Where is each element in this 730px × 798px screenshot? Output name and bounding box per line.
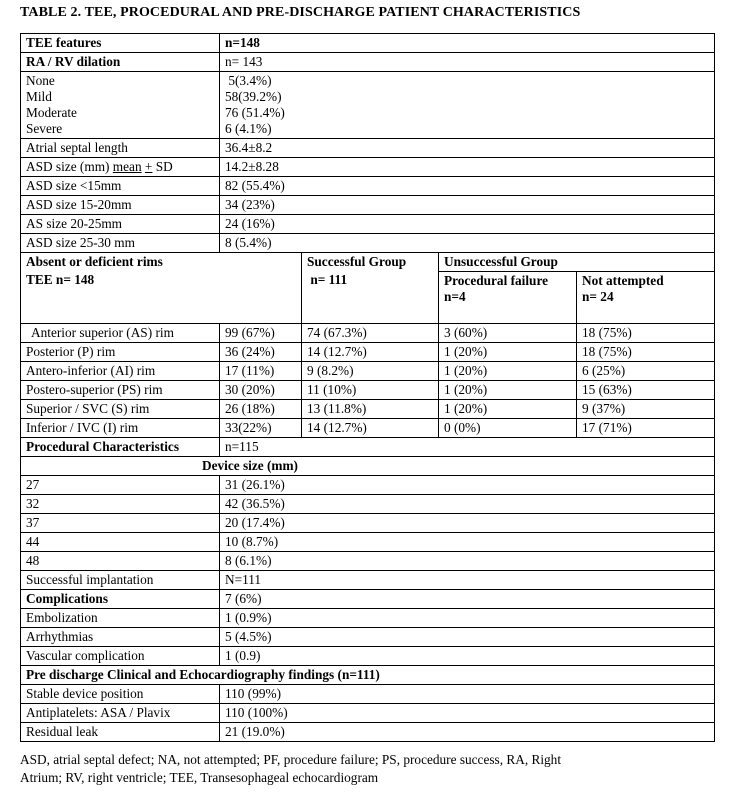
successful-group-n	[307, 270, 438, 288]
table-row	[21, 514, 715, 533]
table-row	[21, 362, 715, 381]
rim-failure: 1 (20%)	[439, 343, 577, 362]
device-size-value: 10 (8.7%)	[220, 533, 715, 552]
table-row	[21, 196, 715, 215]
table-row	[21, 158, 715, 177]
rims-header-n: TEE n= 148	[26, 272, 95, 287]
table-row	[21, 234, 715, 253]
successful-group-header	[302, 253, 439, 324]
procedural-n: n=115	[220, 438, 715, 457]
rim-total: 36 (24%)	[220, 343, 302, 362]
rim-success: 14 (12.7%)	[302, 343, 439, 362]
rim-label: Anterior superior (AS) rim	[21, 324, 220, 343]
table-footnote	[20, 751, 720, 787]
rim-not-attempted: 17 (71%)	[577, 419, 715, 438]
rim-success: 9 (8.2%)	[302, 362, 439, 381]
septal-row-label: ASD size 15-20mm	[21, 196, 220, 215]
procedural-failure-label: Procedural failure	[444, 273, 549, 288]
septal-row-label: ASD size <15mm	[21, 177, 220, 196]
complication-value: 1 (0.9%)	[220, 609, 715, 628]
table-row	[21, 590, 715, 609]
complications-value: 7 (6%)	[220, 590, 715, 609]
device-size: 37	[21, 514, 220, 533]
procedural-failure-header	[439, 272, 577, 324]
table-row	[21, 457, 715, 476]
rim-label: Postero-superior (PS) rim	[21, 381, 220, 400]
successful-implantation-label: Successful implantation	[21, 571, 220, 590]
rim-label: Posterior (P) rim	[21, 343, 220, 362]
unsuccessful-group-header: Unsuccessful Group	[439, 253, 715, 272]
ra-rv-row-value: 76 (51.4%)	[225, 105, 285, 120]
procedural-failure-n: n=4	[444, 289, 466, 304]
table-row	[21, 552, 715, 571]
rim-failure: 1 (20%)	[439, 400, 577, 419]
successful-group-n-text: n= 111	[310, 272, 348, 287]
rim-success: 11 (10%)	[302, 381, 439, 400]
complication-label: Embolization	[21, 609, 220, 628]
predischarge-value: 110 (99%)	[220, 685, 715, 704]
rim-failure: 0 (0%)	[439, 419, 577, 438]
footnote-line-2: Atrium; RV, right ventricle; TEE, Transesophageal echocardiogram	[20, 770, 379, 785]
ra-rv-label: RA / RV dilation	[21, 53, 220, 72]
ra-rv-row-label: Moderate	[26, 105, 77, 120]
not-attempted-n: n= 24	[582, 289, 614, 304]
table-row	[21, 253, 715, 272]
rim-failure: 3 (60%)	[439, 324, 577, 343]
device-size-header: Device size (mm)	[21, 457, 715, 476]
device-size-value: 8 (6.1%)	[220, 552, 715, 571]
ra-rv-row-label: Severe	[26, 121, 63, 136]
rim-failure: 1 (20%)	[439, 362, 577, 381]
table-row	[21, 495, 715, 514]
table-row	[21, 704, 715, 723]
table-row	[21, 533, 715, 552]
complication-value: 1 (0.9)	[220, 647, 715, 666]
rim-total: 30 (20%)	[220, 381, 302, 400]
ra-rv-labels-cell	[21, 72, 220, 139]
rim-label: Antero-inferior (AI) rim	[21, 362, 220, 381]
device-size-value: 20 (17.4%)	[220, 514, 715, 533]
table-row	[21, 647, 715, 666]
rim-failure: 1 (20%)	[439, 381, 577, 400]
rim-not-attempted: 18 (75%)	[577, 343, 715, 362]
septal-row-value: 8 (5.4%)	[220, 234, 715, 253]
ra-rv-row-value: 58(39.2%)	[225, 89, 282, 104]
table-row	[21, 628, 715, 647]
table-row	[21, 215, 715, 234]
table-row	[21, 438, 715, 457]
rim-total: 99 (67%)	[220, 324, 302, 343]
table-row	[21, 609, 715, 628]
table-row	[21, 177, 715, 196]
predischarge-label: Stable device position	[21, 685, 220, 704]
septal-row-value: 34 (23%)	[220, 196, 715, 215]
rim-success: 13 (11.8%)	[302, 400, 439, 419]
rim-label: Superior / SVC (S) rim	[21, 400, 220, 419]
successful-group-label: Successful Group	[307, 254, 407, 269]
ra-rv-row-value: 5(3.4%)	[225, 73, 272, 88]
table-row	[21, 571, 715, 590]
rim-total: 33(22%)	[220, 419, 302, 438]
septal-row-value: 14.2±8.28	[220, 158, 715, 177]
ra-rv-values-cell	[220, 72, 715, 139]
rims-header	[21, 253, 302, 324]
table-row	[21, 723, 715, 742]
rim-label: Inferior / IVC (I) rim	[21, 419, 220, 438]
table-row	[21, 34, 715, 53]
rims-header-label: Absent or deficient rims	[26, 254, 163, 269]
device-size: 27	[21, 476, 220, 495]
device-size: 48	[21, 552, 220, 571]
device-size-value: 42 (36.5%)	[220, 495, 715, 514]
ra-rv-row-label: None	[26, 73, 55, 88]
complication-label: Arrhythmias	[21, 628, 220, 647]
predischarge-value: 21 (19.0%)	[220, 723, 715, 742]
predischarge-value: 110 (100%)	[220, 704, 715, 723]
tee-features-n: n=148	[220, 34, 715, 53]
table-row	[21, 400, 715, 419]
table-row	[21, 72, 715, 139]
septal-row-value: 24 (16%)	[220, 215, 715, 234]
septal-row-label: Atrial septal length	[21, 139, 220, 158]
complication-label: Vascular complication	[21, 647, 220, 666]
rim-not-attempted: 9 (37%)	[577, 400, 715, 419]
not-attempted-header	[577, 272, 715, 324]
asd-size-suffix: SD	[152, 159, 173, 174]
asd-size-prefix: ASD size (mm)	[26, 159, 113, 174]
device-size: 32	[21, 495, 220, 514]
rim-total: 26 (18%)	[220, 400, 302, 419]
septal-row-value: 36.4±8.2	[220, 139, 715, 158]
ra-rv-row-label: Mild	[26, 89, 52, 104]
table-row	[21, 381, 715, 400]
not-attempted-label: Not attempted	[582, 273, 664, 288]
table-row	[21, 685, 715, 704]
rim-not-attempted: 6 (25%)	[577, 362, 715, 381]
septal-row-value: 82 (55.4%)	[220, 177, 715, 196]
asd-size-plusminus: +	[144, 159, 153, 174]
characteristics-table	[20, 33, 715, 742]
predischarge-label: Residual leak	[21, 723, 220, 742]
footnote-line-1: ASD, atrial septal defect; NA, not attempted; PF, procedure failure; PS, procedure success, RA, Right	[20, 752, 562, 767]
tee-features-label: TEE features	[21, 34, 220, 53]
ra-rv-n: n= 143	[220, 53, 715, 72]
septal-row-label: AS size 20-25mm	[21, 215, 220, 234]
table-title: TABLE 2. TEE, PROCEDURAL AND PRE-DISCHARGE PATIENT CHARACTERISTICS	[20, 5, 581, 20]
septal-row-label	[21, 158, 220, 177]
successful-implantation-value: N=111	[220, 571, 715, 590]
complication-value: 5 (4.5%)	[220, 628, 715, 647]
rim-total: 17 (11%)	[220, 362, 302, 381]
rim-not-attempted: 15 (63%)	[577, 381, 715, 400]
rim-success: 14 (12.7%)	[302, 419, 439, 438]
table-row	[21, 476, 715, 495]
procedural-label: Procedural Characteristics	[21, 438, 220, 457]
table-row	[21, 139, 715, 158]
rim-success: 74 (67.3%)	[302, 324, 439, 343]
table-row	[21, 419, 715, 438]
table-row	[21, 324, 715, 343]
complications-label: Complications	[21, 590, 220, 609]
ra-rv-row-value: 6 (4.1%)	[225, 121, 272, 136]
asd-size-mean: mean	[112, 159, 142, 174]
predischarge-label: Antiplatelets: ASA / Plavix	[21, 704, 220, 723]
device-size-value: 31 (26.1%)	[220, 476, 715, 495]
predischarge-header: Pre discharge Clinical and Echocardiography findings (n=111)	[21, 666, 715, 685]
table-row	[21, 53, 715, 72]
table-row	[21, 666, 715, 685]
rim-not-attempted: 18 (75%)	[577, 324, 715, 343]
table-row	[21, 343, 715, 362]
septal-row-label: ASD size 25-30 mm	[21, 234, 220, 253]
device-size: 44	[21, 533, 220, 552]
